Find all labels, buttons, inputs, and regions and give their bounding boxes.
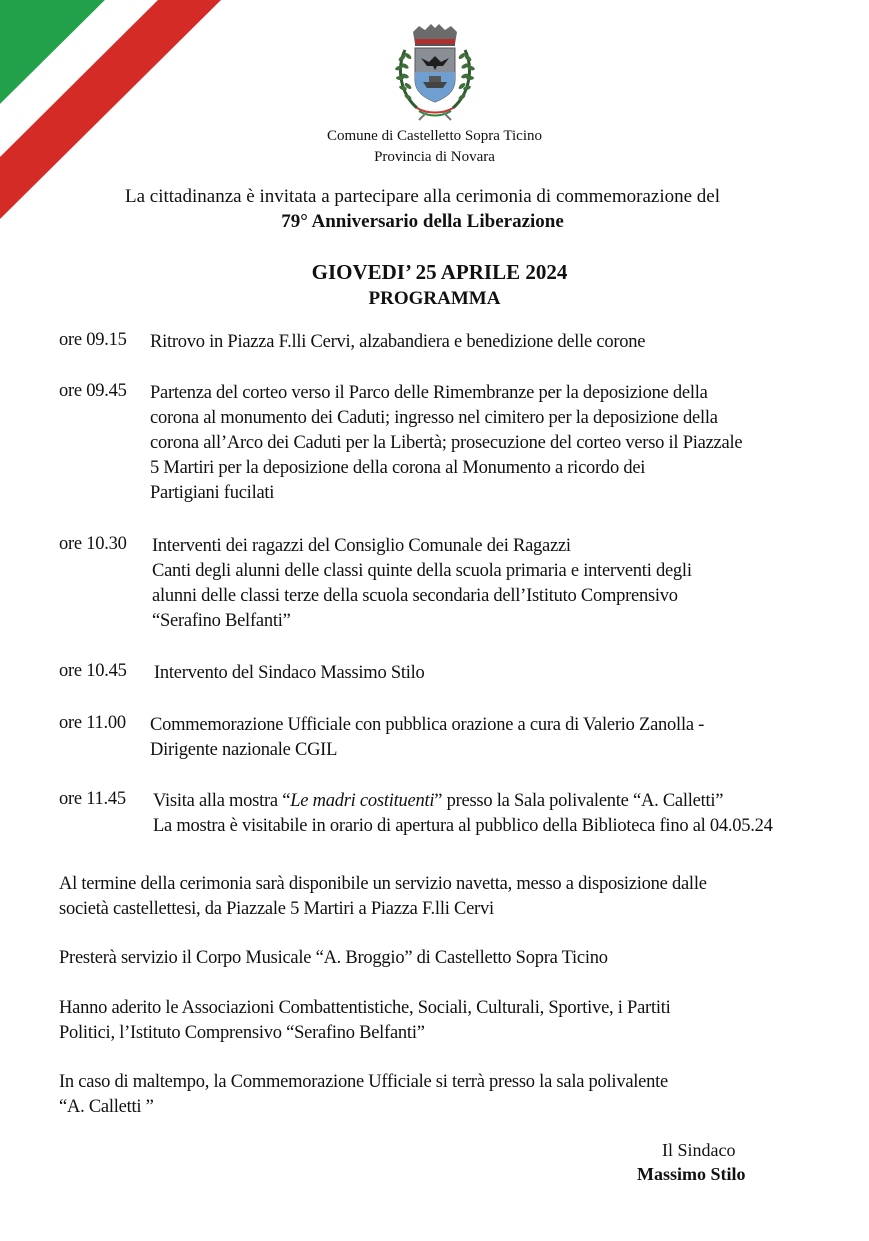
coat-of-arms-icon bbox=[393, 22, 477, 124]
anniversary-title: 79° Anniversario della Liberazione bbox=[281, 211, 564, 232]
exhibition-title: Le madri costituenti bbox=[290, 791, 435, 811]
schedule-description: Commemorazione Ufficiale con pubblica orazione a cura di Valerio Zanolla - Dirigente nazionale CGIL bbox=[150, 715, 705, 760]
schedule-time: ore 11.45 bbox=[59, 789, 126, 809]
schedule-description: Intervento del Sindaco Massimo Stilo bbox=[154, 663, 425, 683]
shuttle-note: Al termine della cerimonia sarà disponibile un servizio navetta, messo a disposizione dalle società castellettesi, da Piazzale 5 Martiri a Piazza F.lli Cervi bbox=[59, 874, 707, 919]
schedule-description: Partenza del corteo verso il Parco delle Rimembranze per la deposizione della corona al monumento dei Caduti; ingresso nel cimitero per la deposizione della corona all’Arco dei Caduti per la Libertà; prosecuzione del corteo verso il Piazzale 5 Martiri per la deposizione della corona al Monumento a ricordo dei Partigiani fucilati bbox=[150, 383, 743, 503]
programme-title: PROGRAMMA bbox=[368, 288, 501, 309]
schedule-description: Interventi dei ragazzi del Consiglio Comunale dei Ragazzi Canti degli alunni delle classi quinte della scuola primaria e interventi degli alunni delle classi terze della scuola secondaria dell’Istituto Comprensivo “Serafino Belfanti” bbox=[152, 536, 692, 631]
event-date: GIOVEDI’ 25 APRILE 2024 bbox=[311, 260, 568, 284]
schedule-description: Ritrovo in Piazza F.lli Cervi, alzabandiera e benedizione delle corone bbox=[150, 332, 646, 352]
schedule-time: ore 09.15 bbox=[59, 330, 127, 350]
signature-name: Massimo Stilo bbox=[637, 1164, 746, 1184]
bad-weather-note: In caso di maltempo, la Commemorazione Ufficiale si terrà presso la sala polivalente “A. Calletti ” bbox=[59, 1072, 668, 1117]
invitation-text: La cittadinanza è invitata a partecipare alla cerimonia di commemorazione del bbox=[124, 186, 721, 207]
province-name: Provincia di Novara bbox=[374, 149, 495, 165]
schedule-description: Visita alla mostra “Le madri costituenti” presso la Sala polivalente “A. Calletti” La mostra è visitabile in orario di apertura al pubblico della Biblioteca fino al 04.05.24 bbox=[153, 791, 773, 836]
schedule-time: ore 11.00 bbox=[59, 713, 126, 733]
associations-note: Hanno aderito le Associazioni Combattentistiche, Sociali, Culturali, Sportive, i Partiti Politici, l’Istituto Comprensivo “Serafino Belfanti” bbox=[59, 998, 671, 1043]
schedule-time: ore 09.45 bbox=[59, 381, 127, 401]
municipality-name: Comune di Castelletto Sopra Ticino bbox=[326, 128, 542, 144]
signature-role: Il Sindaco bbox=[662, 1140, 736, 1160]
schedule-time: ore 10.45 bbox=[59, 661, 127, 681]
band-note: Presterà servizio il Corpo Musicale “A. Broggio” di Castelletto Sopra Ticino bbox=[59, 948, 608, 968]
schedule-time: ore 10.30 bbox=[59, 534, 127, 554]
